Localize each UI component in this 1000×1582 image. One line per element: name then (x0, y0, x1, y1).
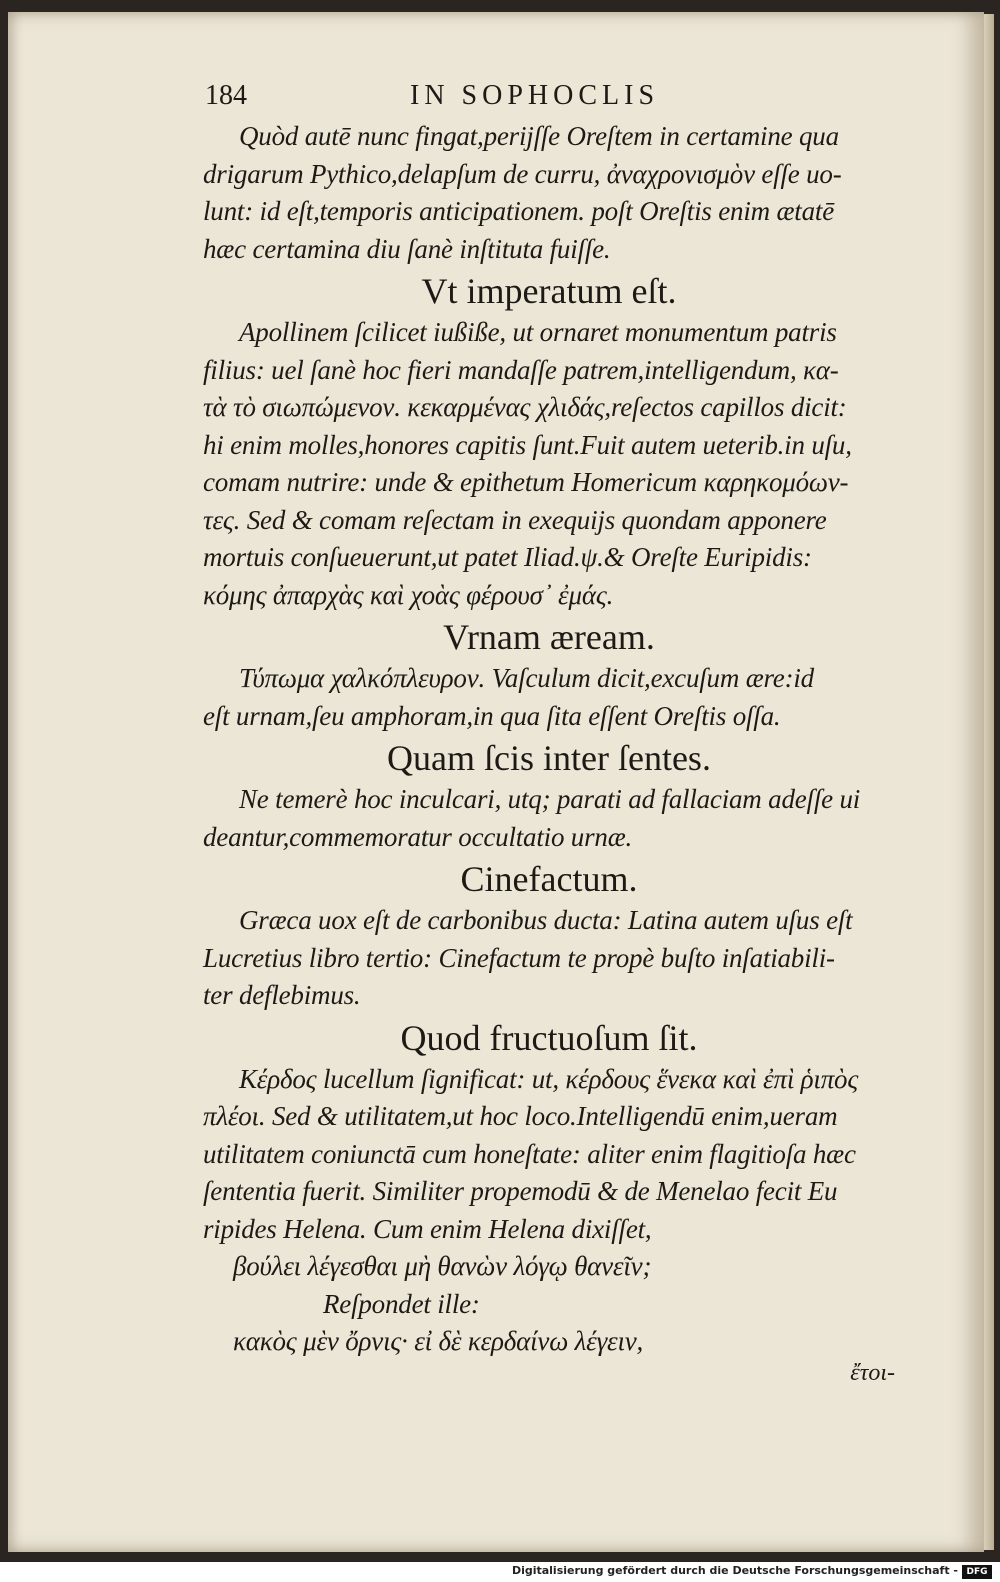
section-heading: Vt imperatum eſt. (421, 271, 677, 311)
text-line: Lucretius libro tertio: Cinefactum te propè buſto inſatiabili- (203, 942, 835, 973)
page-text (203, 118, 895, 1361)
text-line: Græca uox eſt de carbonibus ducta: Latina autem uſus eſt (239, 905, 853, 935)
text-line: eſt urnam,ſeu amphoram,in qua ſita eſſent Oreſtis oſſa. (203, 700, 781, 731)
text-line: ſententia fuerit. Similiter propemodū & de Menelao fecit Eu (203, 1176, 838, 1206)
text-line: drigarum Pythico,delapſum de curru, ἀναχρονισμὸν eſſe uo- (203, 158, 842, 189)
running-title: IN SOPHOCLIS (410, 80, 660, 111)
text-line: lunt: id eſt,temporis anticipationem. poſt Oreſtis enim ætatē (203, 196, 834, 226)
text-line: utilitatem coniunctā cum honeſtate: aliter enim flagitioſa hæc (203, 1138, 856, 1169)
funding-credit: Digitalisierung gefördert durch die Deutsche Forschungsgemeinschaft - (511, 1564, 958, 1577)
text-line: πλέοι. Sed & utilitatem,ut hoc loco.Intelligendū enim,ueram (203, 1101, 838, 1131)
verse-line: Reſpondet ille: (323, 1288, 480, 1319)
text-line: ter deflebimus. (203, 980, 361, 1010)
section-heading: Quam ſcis inter ſentes. (387, 738, 711, 778)
verse-line: κακὸς μὲν ὄρνις· εἰ δὲ κερδαίνω λέγειν, (233, 1326, 644, 1356)
dfg-logo-icon: DFG (962, 1565, 992, 1579)
text-line: Τύπωμα χαλκόπλευρον. Vaſculum dicit,excuſum ære:id (239, 663, 814, 693)
section-heading: Quod fructuoſum ſit. (400, 1017, 698, 1058)
text-line: τες. Sed & comam reſectam in exequijs quondam apponere (203, 504, 827, 535)
text-line: hi enim molles,honores capitis ſunt.Fuit autem ueterib.in uſu, (203, 429, 852, 460)
text-line: hæc certamina diu ſanè inſtituta fuiſſe. (203, 233, 611, 264)
catchword: ἔτοι- (850, 1360, 895, 1386)
text-line: κόμης ἀπαρχὰς καὶ χοὰς φέρουσ᾽ ἐμάς. (203, 579, 614, 610)
text-line: Quòd autē nunc fingat,perijſſe Oreſtem in certamine qua (239, 121, 839, 151)
digitization-footer (0, 1562, 1000, 1582)
section-heading: Vrnam æream. (443, 617, 655, 657)
text-line: deantur,commemoratur occultatio urnæ. (203, 821, 633, 852)
section-heading: Cinefactum. (460, 859, 638, 899)
text-line: ripides Helena. Cum enim Helena dixiſſet, (203, 1213, 652, 1244)
text-line: Ne temerè hoc inculcari, utq; parati ad fallaciam adeſſe ui (239, 784, 861, 814)
text-line: mortuis conſueuerunt,ut patet Iliad.ψ.& Oreſte Euripidis: (203, 542, 812, 572)
text-line: filius: uel ſanè hoc fieri mandaſſe patrem,intelligendum, κα- (203, 354, 839, 385)
text-line: Apollinem ſcilicet iußiße, ut ornaret monumentum patris (239, 317, 837, 347)
text-line: comam nutrire: unde & epithetum Homericum καρηκομόων- (203, 467, 849, 497)
text-line: Κέρδος lucellum ſignificat: ut, κέρδους ἕνεκα καὶ ἐπὶ ῥιπὸς (239, 1063, 859, 1094)
page-header (205, 80, 905, 120)
verse-line: βούλει λέγεσθαι μὴ θανὼν λόγῳ θανεῖν; (233, 1251, 652, 1281)
text-line: τὰ τὸ σιωπώμενον. κεκαρμένας χλιδάς,reſectos capillos dicit: (203, 392, 847, 422)
page-edge (984, 14, 994, 1550)
page-number: 184 (205, 80, 247, 111)
